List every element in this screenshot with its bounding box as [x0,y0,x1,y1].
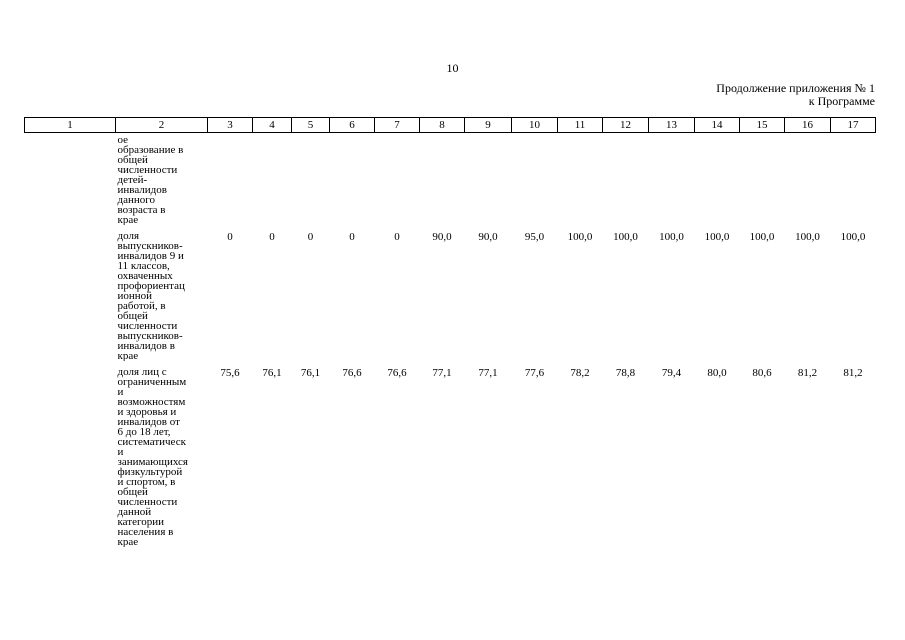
indicator-line: населения в [117,526,174,538]
value-cell: 100,0 [659,231,684,243]
indicator-line: доля лиц с [117,366,167,378]
value-cell: 77,1 [432,367,452,379]
value-cell: 0 [394,231,400,243]
value-cell: 77,1 [478,367,498,379]
value-cell: 79,4 [661,367,682,379]
continuation-line-1: Продолжение приложения № 1 [716,81,875,95]
empty-cell [25,133,116,226]
indicator-line: 11 классов, [117,260,170,272]
column-header: 11 [558,118,603,133]
value-cell: 100,0 [613,231,638,243]
column-header: 10 [512,118,558,133]
value-cell: 75,6 [220,367,240,379]
indicator-line: данного [117,194,155,206]
indicator-line: профориентац [117,280,185,292]
indicator-line: и [117,446,124,458]
column-header: 7 [375,118,420,133]
value-cell: 76,1 [262,367,282,379]
column-header: 15 [740,118,785,133]
indicator-line: численности [117,320,178,332]
column-header: 9 [465,118,512,133]
value-cell: 81,2 [797,367,818,379]
empty-cell [25,361,116,547]
value-cell: 76,6 [342,367,362,379]
indicator-cell [116,225,208,361]
program-table [24,117,876,547]
indicator-line: и здоровья и [117,406,177,418]
continuation-line-2: к Программе [808,94,875,108]
value-cell: 95,0 [524,231,545,243]
value-cell: 0 [349,231,355,243]
column-header: 4 [253,118,292,133]
column-header: 2 [116,118,208,133]
indicator-cell [116,133,208,226]
column-header: 12 [603,118,649,133]
indicator-line: выпускников- [117,330,183,342]
value-cell: 100,0 [749,231,775,243]
indicator-line: общей [117,486,148,498]
table-row [25,361,876,547]
value-cell: 100,0 [795,231,820,243]
indicator-line: работой, в [117,300,166,312]
indicator-line: и [117,386,124,398]
empty-cell [25,225,116,361]
value-cell: 90,0 [432,231,452,243]
value-cell: 77,6 [524,367,545,379]
indicator-line: инвалидов в [117,340,175,352]
column-header: 5 [292,118,330,133]
program-table-container [24,117,875,547]
indicator-line: численности [117,164,178,176]
indicator-line: систематическ [117,436,186,448]
indicator-line: данной [117,506,152,518]
indicator-line: возможностям [117,396,186,408]
indicator-line: доля [117,230,140,242]
value-cell: 0 [227,231,233,243]
table-row [25,225,876,361]
column-header: 8 [420,118,465,133]
value-cell: 76,1 [300,367,321,379]
value-cell: 0 [307,231,314,243]
indicator-line: ое [117,134,129,146]
column-header: 16 [785,118,831,133]
indicator-line: категории [117,516,164,528]
indicator-line: крае [117,536,139,547]
value-cell: 100,0 [567,231,593,243]
column-header: 6 [330,118,375,133]
header-row [25,118,876,133]
indicator-line: выпускников- [117,240,183,252]
column-header: 3 [208,118,253,133]
value-cell: 78,8 [615,367,636,379]
indicator-line: численности [117,496,178,508]
indicator-line: инвалидов [117,184,167,196]
indicator-line: образование в [117,144,184,156]
indicator-line: детей- [117,174,148,186]
indicator-line: физкультурой [117,466,183,478]
column-header: 13 [649,118,695,133]
indicator-line: инвалидов от [117,416,180,428]
value-cell: 78,2 [570,367,590,379]
value-cell: 80,6 [752,367,772,379]
indicator-line: возраста в [117,204,166,216]
indicator-line: занимающихся [117,456,188,468]
indicator-line: общей [117,310,148,322]
indicator-line: 6 до 18 лет, [117,426,171,438]
indicator-line: крае [117,350,139,361]
indicator-line: и спортом, в [117,476,176,488]
value-cell: 81,2 [843,367,863,379]
page-number: 10 [446,61,459,75]
table-row [25,133,876,226]
column-header: 14 [695,118,740,133]
indicator-line: охваченных [117,270,173,282]
value-cell: 100,0 [704,231,730,243]
continuation-note [716,82,875,108]
indicator-cell [116,361,208,547]
indicator-line: ионной [117,290,153,302]
indicator-line: ограниченным [117,376,187,388]
value-cell: 76,6 [387,367,407,379]
indicator-line: крае [117,214,139,225]
value-cell: 90,0 [478,231,498,243]
column-header: 17 [831,118,876,133]
value-cell: 0 [269,231,275,243]
indicator-line: общей [117,154,148,166]
column-header: 1 [25,118,116,133]
indicator-line: инвалидов 9 и [117,250,184,262]
value-cell: 100,0 [840,231,866,243]
value-cell: 80,0 [707,367,727,379]
